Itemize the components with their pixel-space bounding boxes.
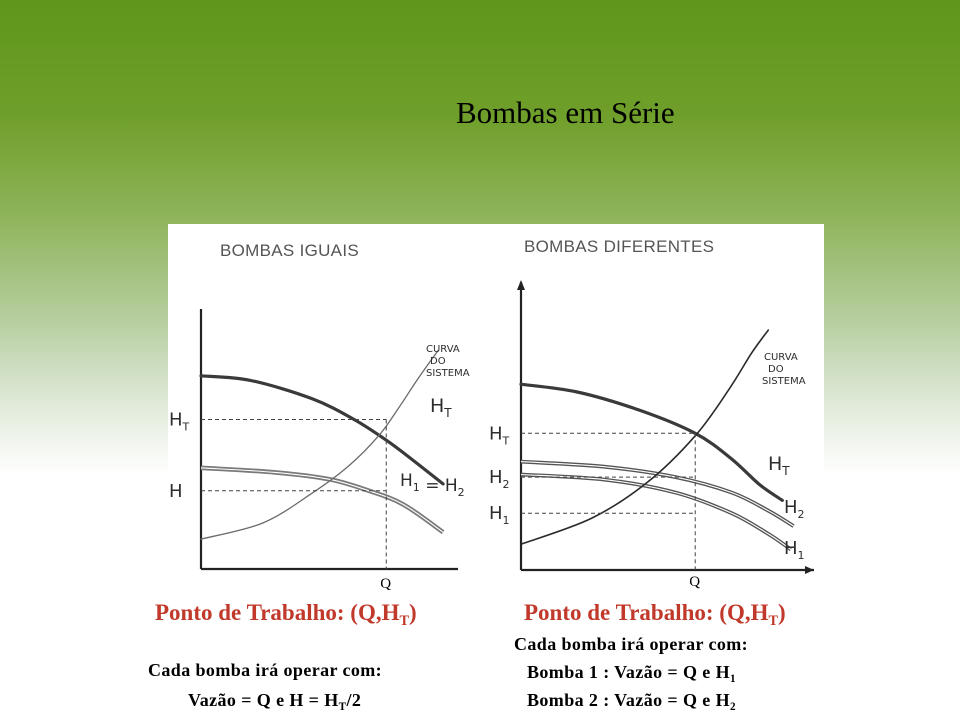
- right-curve-label-do: DO: [768, 364, 784, 375]
- left-panel: [169, 309, 470, 590]
- left-y-label-h: H: [169, 480, 183, 502]
- right-curve-label-h-1: $H_1$: [784, 538, 805, 562]
- right-curve-h-t: [521, 384, 782, 500]
- slide-title: Bombas em Série: [456, 95, 675, 130]
- right-curve-label-curva: CURVA: [764, 352, 798, 363]
- left-curve-label-do: DO: [430, 356, 446, 367]
- right-y-label-h-t: $H_T$: [489, 423, 510, 448]
- pump-curves-svg: [168, 224, 824, 590]
- left-curve-label-h-t: $H_T$: [430, 395, 452, 420]
- right-curve-h-2-inner: [521, 462, 794, 526]
- right-y-label-h-2: $H_2$: [489, 467, 510, 492]
- right-curve-label-h-2: $H_2$: [784, 497, 805, 521]
- left-panel-title: BOMBAS IGUAIS: [220, 241, 359, 260]
- right-ponto-caption: Ponto de Trabalho: $(Q,H_T)$: [524, 600, 786, 629]
- left-curve-label-curva: CURVA: [426, 344, 460, 355]
- right-curve-h-1: [521, 475, 791, 550]
- pump-curves-figure: [168, 224, 824, 590]
- right-bomba1-caption: Bomba 1 : Vazão = Q e $H_1$: [527, 662, 736, 685]
- right-panel-title: BOMBAS DIFERENTES: [524, 237, 715, 256]
- left-curve-label-sistema: SISTEMA: [426, 368, 470, 379]
- right-operar-caption: Cada bomba irá operar com:: [514, 634, 749, 654]
- right-curve-label-sistema: SISTEMA: [762, 376, 806, 387]
- left-q-label: Q: [380, 576, 392, 590]
- left-vazao-caption: Vazão = Q e $H = H_T/2$: [188, 690, 362, 713]
- left-ponto-caption: Ponto de Trabalho: $(Q,H_T)$: [155, 600, 417, 629]
- left-operar-caption: Cada bomba irá operar com:: [148, 660, 383, 680]
- right-x-arrow: [805, 566, 814, 574]
- left-y-label-h-t: $H_T$: [169, 409, 190, 434]
- right-bomba2-caption: Bomba 2 : Vazão = Q e $H_2$: [527, 690, 736, 713]
- right-panel: [489, 280, 814, 590]
- right-curve-h-1-inner: [521, 475, 791, 550]
- right-y-label-h-1: $H_1$: [489, 503, 510, 528]
- right-y-arrow: [517, 280, 525, 290]
- right-curve-label-h-t: $H_T$: [768, 453, 790, 478]
- right-q-label: Q: [689, 574, 701, 590]
- right-curve-h-2: [521, 462, 794, 526]
- left-curve-label-h-1-h-2: $H_1 = H_2$: [400, 471, 465, 499]
